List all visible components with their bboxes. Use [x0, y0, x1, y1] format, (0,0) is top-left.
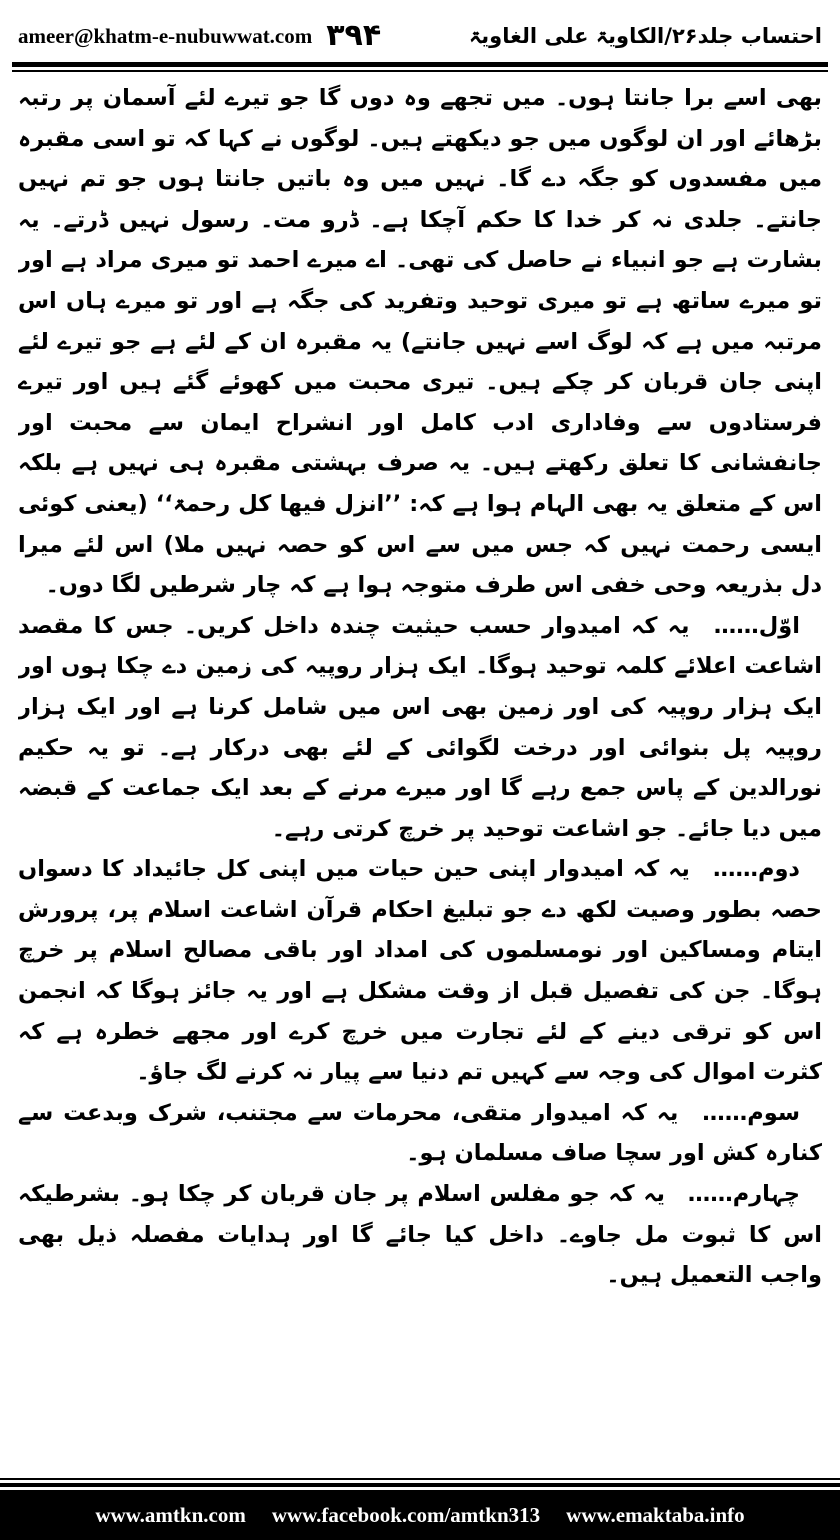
condition-3-paragraph — [18, 1093, 822, 1174]
condition-4-text: یہ کہ جو مفلس اسلام پر جان قربان کر چکا ہو۔ بشرطیکہ اس کا ثبوت مل جاوے۔ داخل کیا جائے گا اور ہدایات مفصلہ ذیل بھی واجب التعمیل ہیں۔ — [18, 1181, 822, 1289]
condition-3-label: سوم…… — [702, 1099, 800, 1126]
page-number: ۳۹۴ — [326, 18, 382, 53]
condition-4-paragraph — [18, 1174, 822, 1296]
condition-4-label: چہارم…… — [687, 1181, 800, 1208]
header-rule-thin — [12, 70, 828, 72]
condition-1-text: یہ کہ امیدوار حسب حیثیت چندہ داخل کریں۔ جس کا مقصد اشاعت اعلائے کلمہ توحید ہوگا۔ ایک ہزار روپیہ کی زمین دے چکا ہوں اور ایک ہزار روپیہ کی اور زمین بھی اس میں شامل کرنا ہے اور ایک ہزار روپیہ پل بنوائی اور درخت لگوائی کے لئے بھی درکار ہے۔ تو یہ حکیم نورالدین کے پاس جمع رہے گا اور میرے مرنے کے بعد ایک جماعت کے قبضہ میں دیا جائے۔ جو اشاعت توحید پر خرچ کرتی رہے۔ — [18, 612, 822, 842]
footer-rule-thick — [0, 1483, 840, 1487]
condition-2-label: دوم…… — [712, 856, 800, 883]
header-left-group — [18, 18, 382, 53]
condition-1-paragraph — [18, 606, 822, 850]
condition-3-text: یہ کہ امیدوار متقی، محرمات سے مجتنب، شرک وبدعت سے کنارہ کش اور سچا صاف مسلمان ہو۔ — [18, 1099, 822, 1167]
condition-2-paragraph — [18, 849, 822, 1093]
header-rule-thick — [12, 62, 828, 67]
footer-link-amtkn[interactable]: www.amtkn.com — [95, 1502, 246, 1527]
footer-rule-thin — [0, 1478, 840, 1480]
header-email: ameer@khatm-e-nubuwwat.com — [18, 23, 313, 48]
page-footer — [0, 1490, 840, 1540]
footer-link-emaktaba[interactable]: www.emaktaba.info — [566, 1502, 745, 1527]
page-header — [18, 14, 822, 58]
intro-paragraph: بھی اسے برا جانتا ہوں۔ میں تجھے وہ دوں گا جو تیرے لئے آسمان پر رتبہ بڑھائے اور ان لوگوں میں جو دیکھتے ہیں۔ لوگوں نے کہا کہ تو اسی مقبرہ میں مفسدوں کو جگہ دے گا۔ نہیں میں وہ باتیں جانتا ہوں جو تم نہیں جانتے۔ جلدی نہ کر خدا کا حکم آچکا ہے۔ ڈرو مت۔ رسول نہیں ڈرتے۔ یہ بشارت ہے جو انبیاء نے حاصل کی تھی۔ اے میرے احمد تو میری مراد ہے اور تو میرے ساتھ ہے تو میری توحید وتفرید کی جگہ ہے اور تو میرے ہاں اس مرتبہ میں ہے کہ لوگ اسے نہیں جانتے) یہ مقبرہ ان کے لئے ہے جو تیرے لئے اپنی جان قربان کر چکے ہیں۔ تیری محبت میں کھوئے گئے ہیں اور تیرے فرستادوں سے وفاداری ادب کامل اور انشراح ایمان سے محبت اور جانفشانی کا تعلق رکھتے ہیں۔ یہ صرف بہشتی مقبرہ ہی نہیں ہے بلکہ اس کے متعلق یہ بھی الہام ہوا ہے کہ: ’’انزل فیھا کل رحمۃ‘‘ (یعنی کوئی ایسی رحمت نہیں کہ جس میں سے اس کو حصہ نہیں ملا) اس لئے میرا دل بذریعہ وحی خفی اس طرف متوجہ ہوا ہے کہ چار شرطیں لگا دوں۔ — [18, 85, 822, 599]
condition-1-label: اوّل…… — [713, 612, 800, 639]
condition-2-text: یہ کہ امیدوار اپنی حین حیات میں اپنی کل جائیداد کا دسواں حصہ بطور وصیت لکھ دے جو تبلیغ احکام قرآن اشاعت اسلام پر، پرورش ایتام ومساکین اور نومسلموں کی امداد اور باقی مصالح اسلام پر خرچ ہوگا۔ جن کی تفصیل قبل از وقت مشکل ہے اور یہ جائز ہوگا کہ انجمن اس کو ترقی دینے کے لئے تجارت میں خرچ کرے اور مجھے خطرہ ہے کہ کثرت اموال کی وجہ سے کہیں تم دنیا سے پیار نہ کرنے لگ جاؤ۔ — [18, 856, 822, 1086]
footer-link-facebook[interactable]: www.facebook.com/amtkn313 — [271, 1502, 541, 1527]
book-title: احتساب جلد۲۶/الکاویۃ علی الغاویۃ — [468, 24, 822, 48]
page-content — [18, 78, 822, 1468]
